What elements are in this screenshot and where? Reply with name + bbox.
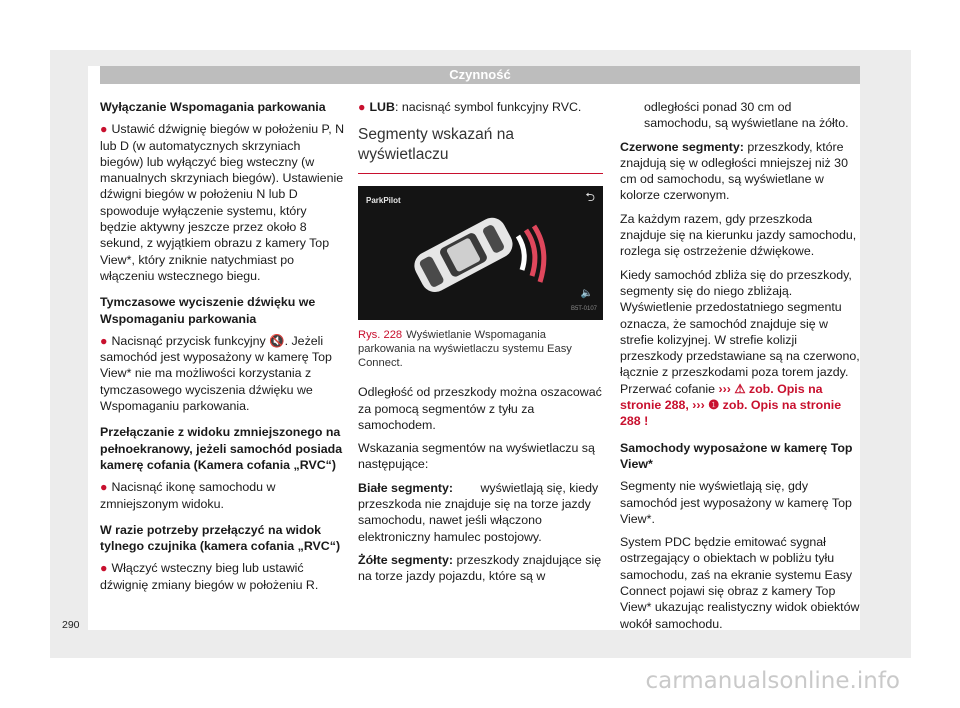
cross-reference-link[interactable]: ››› ⚠ zob. Opis na stronie 288, ››› ❶ zob. Opis na stronie 288 ! [620,381,842,429]
heading-disable-parking-aid: Wyłączanie Wspomagania parkowania [100,100,326,114]
car-top-view-icon [358,186,603,320]
instruction-item: ● Ustawić dźwignię biegów w położeniu P, N lub D (w automatycznych skrzyniach biegów) lub wyłączyć bieg wsteczny (w manualnych skrzyniach biegów). Ustawienie dźwigni biegów w położeniu N lub D spowoduje wyłączenie systemu, który będzie aktywny jeszcze przez około 8 sekund, z wyjątkiem obrazu z kamery Top View*, który zniknie natychmiast po włączeniu wstecznego biegu. [100,122,345,283]
paragraph: Kiedy samochód zbliża się do przeszkody, segmenty się do niego zbliżają. Wyświetlenie przedostatniego segmentu oznacza, że samochód znajduje się w strefie kolizyjnej. W strefie kolizji przeszkody przedstawiane są na czerwono, łącznie z przeszkodami poza torem jazdy. Przerwać cofanie ››› ⚠ zob. Opis na stronie 288, ››› ❶ zob. Opis na stronie 288 ! [620,267,860,429]
definition-white: Białe segmenty: wyświetlają się, kiedy przeszkoda nie znajduje się na torze jazdy samochodu, nawet jeśli włączono elektroniczny hamulec postojowy. [358,480,599,544]
bullet-icon: ● [358,100,366,114]
heading-switch-fullscreen: Przełączanie z widoku zmniejszonego na pełnoekranowy, jeżeli samochód posiada kamerę cofania (Kamera cofania „RVC“) [100,425,343,472]
instruction-item: ● LUB: nacisnąć symbol funkcyjny RVC. [358,100,582,114]
heading-switch-rear-view: W razie potrzeby przełączyć na widok tylnego czujnika (kamera cofania „RVC“) [100,522,341,554]
distance-segment-white [518,236,524,270]
column-middle [358,99,603,592]
bullet-icon: ● [100,561,108,576]
paragraph: Odległość od przeszkody można oszacować za pomocą segmentów z tyłu za samochodem. [358,385,602,432]
instruction-item: ● Nacisnąć ikonę samochodu w zmniejszonym widoku. [100,480,276,511]
figure-code: B5T-0107 [570,306,597,312]
definition-red: Czerwone segmenty: przeszkody, które znajdują się w odległości mniejszej niż 30 cm od samochodu, są wyświetlane w kolorze czerwonym. [620,139,848,203]
paragraph: odległości ponad 30 cm od samochodu, są wyświetlane na żółto. [644,100,849,131]
back-arrow-icon: ⮌ [585,190,595,205]
heading-mute-sound: Tymczasowe wyciszenie dźwięku we Wspomaganiu parkowania [100,295,316,326]
bullet-icon: ● [100,333,108,348]
figure-caption: Rys. 228 Wyświetlanie Wspomagania parkowania na wyświetlaczu systemu Easy Connect. [358,329,572,370]
screen-title: ParkPilot [366,196,401,206]
watermark: carmanualsonline.info [645,668,900,694]
paragraph: Za każdym razem, gdy przeszkoda znajduje się na kierunku jazdy samochodu, rozlega się ostrzeżenie dźwiękowe. [620,211,857,259]
column-left [100,99,345,600]
page-number: 290 [62,619,80,631]
bullet-icon: ● [100,480,108,495]
instruction-item: ● Włączyć wsteczny bieg lub ustawić dźwignię zmiany biegów w położeniu R. [100,561,319,592]
definition-yellow: Żółte segmenty: przeszkody znajdujące się na torze jazdy pojazdu, które są w [358,552,602,584]
column-right [620,99,860,639]
section-header: Czynność [100,66,860,84]
bullet-icon: ● [100,122,108,137]
instruction-item: ● Nacisnąć przycisk funkcyjny 🔇. Jeżeli samochód jest wyposażony w kamerę Top View* nie ma możliwości korzystania z tymczasowego wyciszenia dźwięku we Wspomaganiu parkowania. [100,333,332,414]
speaker-mute-icon: 🔈 [580,288,593,299]
parkpilot-screen-figure [358,186,603,320]
paragraph: System PDC będzie emitować sygnał ostrzegający o obiektach w pobliżu tyłu samochodu, zaś na ekranie systemu Easy Connect pojawi się obraz z kamery Top View* ukazując realistyczny widok obiektów wokół samochodu. [620,535,860,631]
section-title: Segmenty wskazań na wyświetlaczu [358,125,603,174]
paragraph: Wskazania segmentów na wyświetlaczu są następujące: [358,441,595,472]
paragraph: Segmenty nie wyświetlają się, gdy samochód jest wyposażony w kamerę Top View*. [620,479,852,526]
heading-top-view: Samochody wyposażone w kamerę Top View* [620,440,853,471]
distance-segment-red [526,230,535,276]
